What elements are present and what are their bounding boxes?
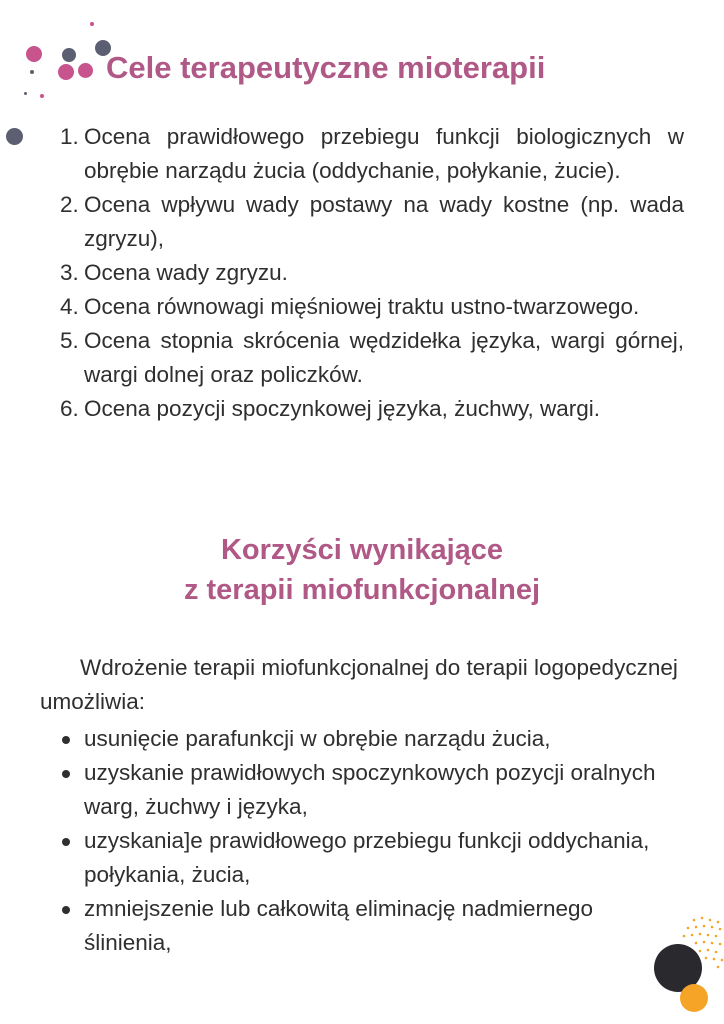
list-item-text: Ocena pozycji spoczynkowej języka, żuchwy, wargi. (84, 396, 601, 421)
list-item-text: Ocena równowagi mięśniowej traktu ustno-twarzowego. (84, 294, 640, 319)
bullet-icon (60, 824, 84, 892)
decor-dot (62, 48, 76, 62)
benefits-intro: Wdrożenie terapii miofunkcjonalnej do terapii logopedycznej umożliwia: (40, 655, 678, 714)
decorative-circles-bottom-right (650, 912, 724, 1022)
section-title-goals: Cele terapeutyczne mioterapii (106, 50, 546, 85)
list-item-text: usunięcie parafunkcji w obrębie narządu żucia, (84, 726, 551, 751)
list-item-text: uzyskania]e prawidłowego przebiegu funkcji oddychania, połykania, żucia, (84, 828, 650, 887)
list-item-text: Ocena stopnia skrócenia wędzidełka języka, wargi górnej, wargi dolnej oraz policzków. (84, 328, 684, 387)
decor-dot (40, 94, 44, 98)
section-title-benefits (0, 530, 724, 610)
list-number: 1. (60, 124, 79, 149)
list-item-text: Ocena prawidłowego przebiegu funkcji biologicznych w obrębie narządu żucia (oddychanie, połykanie, żucie). (84, 124, 684, 183)
list-item-text: zmniejszenie lub całkowitą eliminację nadmiernego ślinienia, (84, 896, 594, 955)
list-item (60, 756, 684, 824)
list-number: 6. (60, 396, 79, 421)
list-number: 5. (60, 328, 79, 353)
list-item (60, 290, 684, 324)
list-item (60, 188, 684, 256)
list-item (60, 722, 684, 756)
list-item-text: Ocena wpływu wady postawy na wady kostne (np. wada zgryzu), (84, 192, 684, 251)
decor-dot (6, 128, 23, 145)
decor-dot (78, 63, 93, 78)
list-item-text: uzyskanie prawidłowych spoczynkowych pozycji oralnych warg, żuchwy i języka, (84, 760, 656, 819)
list-item (60, 892, 684, 960)
decor-dot (26, 46, 42, 62)
decor-dot (90, 22, 94, 26)
section-title-line-1: Korzyści wynikające (220, 534, 504, 566)
list-item (60, 392, 684, 426)
decor-dot (24, 92, 27, 95)
goals-list (60, 120, 684, 426)
benefits-list (60, 722, 684, 960)
list-number: 2. (60, 192, 79, 217)
list-item (60, 324, 684, 392)
decor-dot (58, 64, 74, 80)
list-number: 3. (60, 260, 79, 285)
bullet-icon (60, 756, 84, 824)
list-item (60, 256, 684, 290)
list-item (60, 824, 684, 892)
bullet-icon (60, 892, 84, 960)
bullet-icon (60, 722, 84, 756)
orange-circle (680, 984, 708, 1012)
list-item (60, 120, 684, 188)
decor-dot (30, 70, 34, 74)
section-title-line-2: z terapii miofunkcjonalnej (183, 574, 541, 606)
list-item-text: Ocena wady zgryzu. (84, 260, 288, 285)
list-number: 4. (60, 294, 79, 319)
